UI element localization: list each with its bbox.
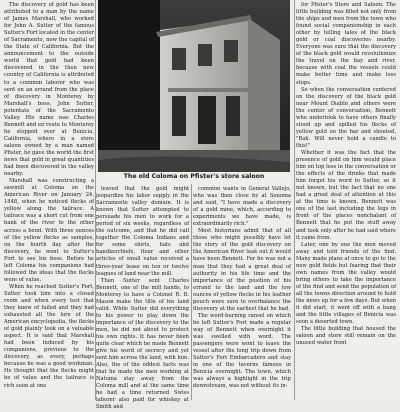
article-column-3 <box>193 186 291 390</box>
article-column-1 <box>4 2 94 390</box>
article-paragraph: Whether it was the fact that the presence of gold on him would place him on top less in the conversation or the effects of the drinks that made him forget his word to Sutter, so it not known, but the fact that no one had a great deal of attention at this at the time is known. Bennett was one of the last including the legs in front of the places nonchalant of Bennett that he put the stuff away and took only after he had said where it came from. <box>296 149 396 241</box>
article-paragraph: leaved that the gold might jeopardize his labor supply in the Sacramento valley domain. It is known that Sutter attempted to persuade his men to work for a period of six weeks, regardless of the outcome, and that he did call together the Coloma Indians and for some shirts, hats and handkerchiefs, flour and other articles of small value received a three-year lease on ten or twelve leagues of land near the mill. <box>96 186 189 277</box>
column-rule <box>294 0 295 400</box>
article-paragraph: The word-burning ransel on which he left Sutter's Fort made a regular way of Bennett when overnight it was swelled with word. The passengers were wont to leave the vessel after the long trip down from Sutter's Fort Embarcadero and stay in one of the taverns famous in Benicia overnight. The town, which was always a highlight in the trip downstream, was not without its in- <box>193 312 291 390</box>
column-rule <box>95 0 96 400</box>
article-paragraph: The discovery of gold has been attributed to a man by the name of James Marshall, who worked for John A. Sutter of the famous Sutter's Fort located in the center of Sacramento, now the capital of the State of California. But the announcement to the outside world that gold had been discovered in the then new country of California is attributed to a common laborer who was sent on an errand from the place of discovery in Monterey by Marshall's boss, John Sutter, potentate of the Sacramento Valley. His name was Charles Bennett and en route to Monterey he stopped over at Benicia, California, where in a store saloon owned by a man named Pfister, he gave the world the first news that gold in great quantities had been discovered in the valley nearby. <box>4 2 94 178</box>
saloon-photo <box>98 0 290 172</box>
article-paragraph: for Pfister's Store and Saloon. The little building was filled not only from the ships and men from the town who found social companionship in each other by telling tales of the black gold or coal discoveries nearby. Everyone was sure that the discovery of the black gold would revolutionize the travel on the bay and river, because with coal the vessels could make better time and make less stops. <box>296 2 396 86</box>
article-paragraph: So when the conversation centered on the discovery of the black gold near Mount Diablo and others were the center of conversation, Bennett who undertook to have others finally stood up and spilled his flecks of yellow gold on the bar and shouted, "Bah. Will never hold a candle to this!" <box>296 86 396 149</box>
article-paragraph: common wants in General Vallejo, who was then close by at Sonoma and said, "I have made a discovery of a gold mine, which, according to experiments we have made, is extraordinarily rich." <box>193 186 291 228</box>
article-paragraph: Later, one by one the men moved away and told friends of the find. Many made plans at once to go to the new gold fields but fearing that their own names from the valley would bring others to take the importance of the find and send the population of all the towns direction around to hold the news up for a few days. But when it did start, it went off with a bang and the little villages of Benicia was soon a deserted town. <box>296 241 396 326</box>
article-column-4 <box>296 2 396 347</box>
article-paragraph: Marshall was constructing a sawmill at Coloma on the American River on January 24, 1848, when he noticed flecks of yellow along the tailrace. A tailrace was a short cut from one bank of the river to the other across a bend. With three ounces of the yellow flecks as samples, on the fourth day after the discovery, he went to Sutter's Fort to see his boss. Before he left Coloma his companions had followed the ideas that the flecks were of value. <box>4 178 94 283</box>
article-column-2 <box>96 186 189 412</box>
column-rule <box>191 184 192 400</box>
photo-caption: The old Coloma on Pfister's store saloon <box>123 173 265 180</box>
saloon-photo-image <box>98 0 290 172</box>
article-paragraph: Then Sutter sent Charles Bennett, one of the mill hands, to Monterey to have a Colonel R. B. Mason make the title of his land valid. While Sutter did everything to his power to play down the importance of the discovery to the men, he did not about to protect his own rights. It has never been quite clear which he made Bennett give his word of secrecy and yet sent him across the land, with him. Also, the of the oddest facts was that he made the men working at Natoma stay away from the Coloma mill and at the same time he had a time returned Swiss laborer also paid for whiskey at Smith and <box>96 277 189 411</box>
article-paragraph: The little building that housed the saloon and store still remain on the unused water front <box>296 326 396 347</box>
article-paragraph: When he reached Sutter's Fort, Sutter took him into a closed room and when every test that they knew of failed and they had exhausted all the lore of the American encyclopedia, the flecks of gold plainly took on a valuable aspect. It is said that Marshall had been induced by his companions, previous to the discovery, as every, perhaps because he was a good workman. He thought that the flecks might be of value and the tailrace is rich soon at one <box>4 283 94 389</box>
article-paragraph: Most historians admit that of all those who might possibly have let the story of the gold discovery on the American River leak out it would have been Bennett. For he was not a man that they had a great deal of authority in his life time and the importance of the position of his errand to the land and the low ounces of yellow flecks in his leather pouch were sure to overbalance the discovery at the earliest that he had. <box>193 228 291 312</box>
